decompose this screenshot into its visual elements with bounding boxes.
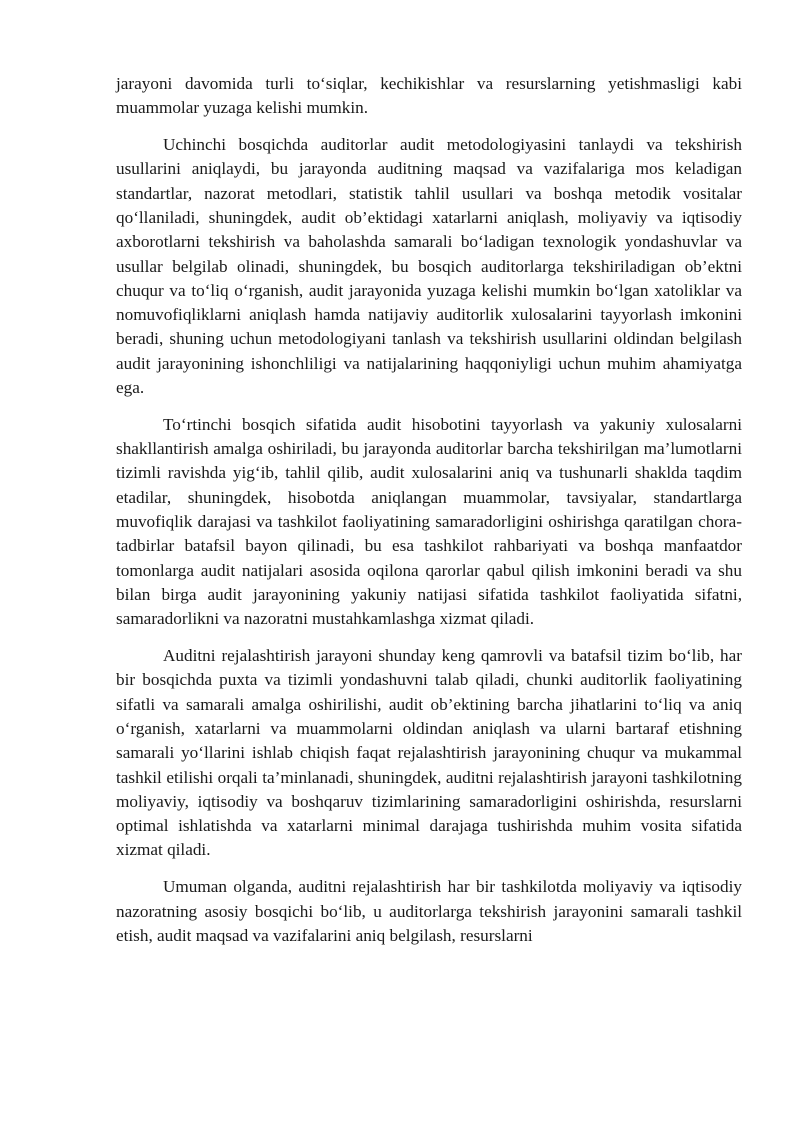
paragraph-fourth-stage: To‘rtinchi bosqich sifatida audit hisobotini tayyorlash va yakuniy xulosalarni shakllantirish amalga oshiriladi, bu jarayonda auditorlar barcha tekshirilgan ma’lumotlarni tizimli ravishda yig‘ib, tahlil qilib, audit xulosalarini aniq va tushunarli shaklda taqdim etadilar, shuningdek, hisobotda aniqlangan muammolar, tavsiyalar, standartlarga muvofiqlik darajasi va tashkilot faoliyatining samaradorligini oshirishga qaratilgan chora-tadbirlar batafsil bayon qilinadi, bu esa tashkilot rahbariyati va boshqa manfaatdor tomonlarga audit natijalari asosida oqilona qarorlar qabul qilish imkonini beradi va shu bilan birga audit jarayonining yakuniy natijasi sifatida tashkilot faoliyatida sifatni, samaradorlikni va nazoratni mustahkamlashga xizmat qiladi. — [116, 414, 742, 629]
document-page — [116, 72, 742, 961]
paragraph-third-stage: Uchinchi bosqichda auditorlar audit metodologiyasini tanlaydi va tekshirish usullarini aniqlaydi, bu jarayonda auditning maqsad va vazifalariga mos keladigan standartlar, nazorat metodlari, statistik tahlil usullari va boshqa metodik vositalar qo‘llaniladi, shuningdek, audit ob’ektidagi xatarlarni aniqlash, moliyaviy va iqtisodiy axborotlarni tekshirish va baholashda samarali bo‘ladigan texnologik yondashuvlar va usullar belgilab olinadi, shuningdek, bu bosqich auditorlarga tekshiriladigan ob’ektni chuqur va to‘liq o‘rganish, audit jarayonida yuzaga kelishi mumkin bo‘lgan xatoliklar va nomuvofiqliklarni aniqlash hamda natijaviy auditorlik xulosalarini tayyorlash imkonini beradi, shuning uchun metodologiyani tanlash va tekshirish usullarini oldindan belgilash audit jarayonining ishonchliligi va natijalarining haqqoniyligi uchun muhim ahamiyatga ega. — [116, 135, 742, 398]
paragraph-continuation: jarayoni davomida turli to‘siqlar, kechikishlar va resurslarning yetishmasligi kabi muammolar yuzaga kelishi mumkin. — [116, 74, 742, 118]
paragraph-conclusion: Umuman olganda, auditni rejalashtirish har bir tashkilotda moliyaviy va iqtisodiy nazoratning asosiy bosqichi bo‘lib, u auditorlarga tekshirish jarayonini samarali tashkil etish, audit maqsad va vazifalarini aniq belgilash, resurslarni — [116, 877, 742, 945]
paragraph-audit-planning: Auditni rejalashtirish jarayoni shunday keng qamrovli va batafsil tizim bo‘lib, har bir bosqichda puxta va tizimli yondashuvni talab qiladi, chunki auditorlik faoliyatining sifatli va samarali amalga oshirilishi, audit ob’ektining barcha jihatlarini to‘liq va aniq o‘rganish, xatarlarni va muammolarni oldindan aniqlash va ularni bartaraf etishning samarali yo‘llarini ishlab chiqish faqat rejalashtirish jarayonining chuqur va mukammal tashkil etilishi orqali ta’minlanadi, shuningdek, auditni rejalashtirish jarayoni tashkilotning moliyaviy, iqtisodiy va boshqaruv tizimlarining samaradorligini oshirishda, resurslarni optimal ishlatishda va xatarlarni minimal darajaga tushirishda muhim vosita sifatida xizmat qiladi. — [116, 646, 742, 860]
